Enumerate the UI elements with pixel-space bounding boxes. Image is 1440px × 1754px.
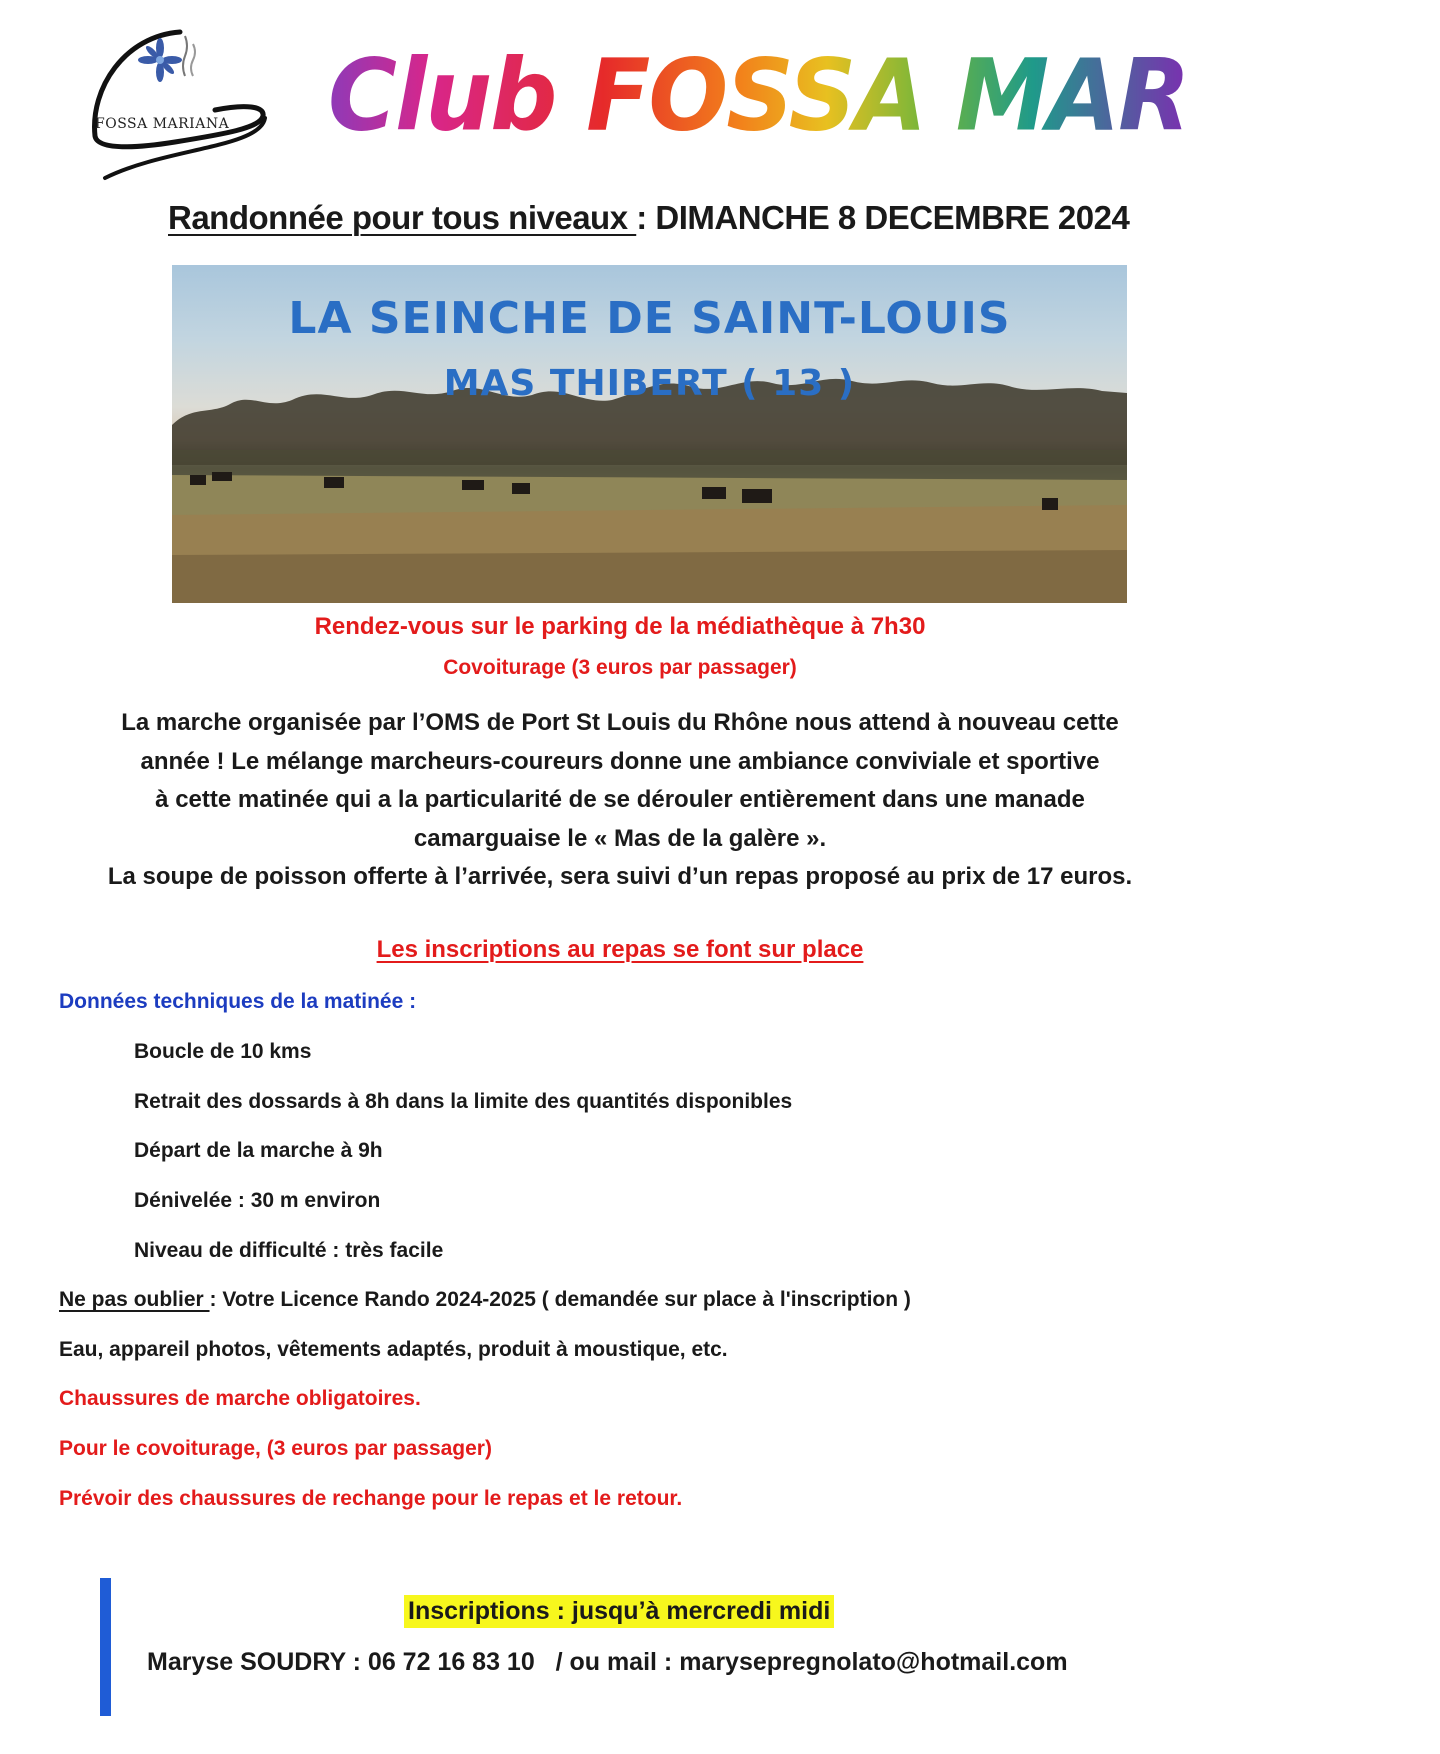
club-logo — [85, 18, 300, 196]
logo-swoosh-icon — [85, 18, 300, 196]
contact-accent-bar — [100, 1578, 111, 1716]
club-title: Club FOSSA MARIANA — [328, 39, 1440, 154]
licence-reminder — [59, 1288, 911, 1312]
equipment-reminder: Eau, appareil photos, vêtements adaptés, produit à moustique, etc. — [59, 1338, 728, 1361]
intro-line: année ! Le mélange marcheurs-coureurs donne une ambiance conviviale et sportive — [140, 747, 1100, 775]
carpool-reminder: Pour le covoiturage, (3 euros par passager) — [59, 1437, 492, 1460]
hero-subtitle: MAS THIBERT ( 13 ) — [443, 363, 856, 404]
intro-line: La soupe de poisson offerte à l’arrivée, sera suivi d’un repas proposé au prix de 17 euros. — [107, 863, 1133, 890]
rendezvous-text: Rendez-vous sur le parking de la médiathèque à 7h30 — [314, 613, 926, 640]
spare-shoes-reminder: Prévoir des chaussures de rechange pour le repas et le retour. — [59, 1487, 683, 1510]
tech-item: Boucle de 10 kms — [134, 1040, 312, 1063]
licence-text: : Votre Licence Rando 2024-2025 ( demandée sur place à l'inscription ) — [209, 1288, 911, 1311]
hero-photo — [172, 265, 1127, 603]
meal-registration-note: Les inscriptions au repas se font sur place — [376, 936, 864, 963]
event-date: : DIMANCHE 8 DECEMBRE 2024 — [636, 199, 1130, 236]
tech-item: Retrait des dossards à 8h dans la limite des quantités disponibles — [134, 1090, 793, 1113]
tech-item: Niveau de difficulté : très facile — [134, 1239, 444, 1262]
reminder-label: Ne pas oublier — [59, 1288, 210, 1311]
tech-item: Départ de la marche à 9h — [134, 1139, 383, 1162]
intro-paragraph — [60, 704, 1180, 897]
intro-line: camarguaise le « Mas de la galère ». — [413, 824, 827, 852]
logo-text: FOSSA MARIANA — [95, 116, 230, 132]
event-subtitle — [168, 197, 1178, 239]
technical-heading: Données techniques de la matinée : — [59, 990, 417, 1013]
shoes-reminder: Chaussures de marche obligatoires. — [59, 1387, 421, 1410]
registration-deadline: Inscriptions : jusqu’à mercredi midi — [404, 1595, 834, 1628]
intro-line: La marche organisée par l’OMS de Port St Louis du Rhône nous attend à nouveau cette — [121, 709, 1119, 736]
carpool-text: Covoiturage (3 euros par passager) — [443, 656, 797, 679]
intro-line: à cette matinée qui a la particularité de se dérouler entièrement dans une manade — [155, 786, 1085, 813]
subtitle-label: Randonnée pour tous niveaux — [168, 199, 637, 236]
tech-item: Dénivelée : 30 m environ — [134, 1189, 381, 1212]
contact-info: Maryse SOUDRY : 06 72 16 83 10 / ou mail : marysepregnolato@hotmail.com — [147, 1648, 1068, 1676]
hero-title: LA SEINCHE DE SAINT-LOUIS — [288, 293, 1011, 344]
